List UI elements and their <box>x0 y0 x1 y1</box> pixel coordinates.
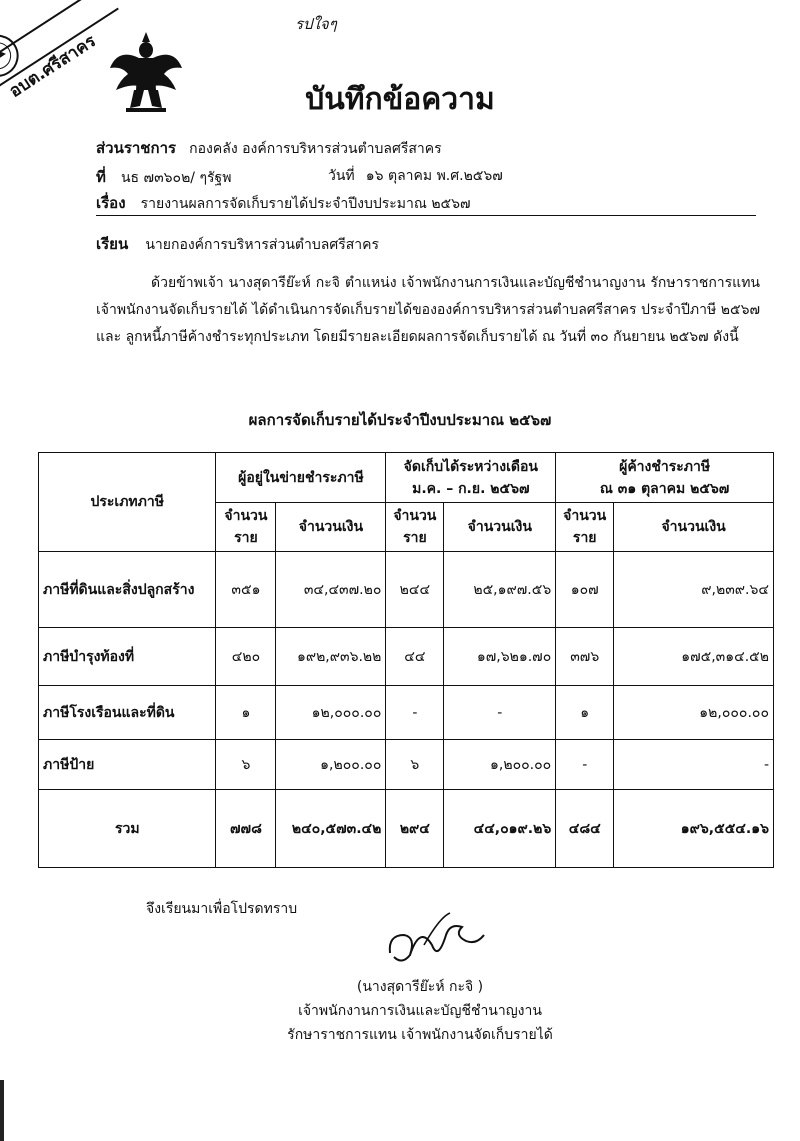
count-label: จำนวน <box>224 508 268 524</box>
total-amount-2: ๔๔,๐๑๙.๒๖ <box>444 790 556 868</box>
cell-amount-1: ๑๙๒,๙๓๖.๒๒ <box>276 628 386 686</box>
body-paragraph: ด้วยข้าพเจ้า นางสุดารีย๊ะห์ กะจิ ตำแหน่ง เจ้าพนักงานการเงินและบัญชีชำนาญงาน รักษาราชการแทนเจ้าพนักงานจัดเก็บรายได้ ได้ดำเนินการจัดเก็บรายได้ขององค์การบริหารส่วนตำบลศรีสาคร ประจำปีภาษี ๒๕๖๗ และ ลูกหนี้ภาษีค้างชำระทุกประเภท โดยมีรายละเอียดผลการจัดเก็บรายได้ ณ วันที่ ๓๐ กันยายน ๒๕๖๗ ดังนี้ <box>96 275 760 345</box>
cell-count-1: ๔๒๐ <box>216 628 276 686</box>
cell-amount-2: - <box>444 686 556 740</box>
count-unit-label: ราย <box>234 530 258 546</box>
addressee-value: นายกองค์การบริหารส่วนตำบลศรีสาคร <box>145 237 380 253</box>
agency-line <box>96 136 442 160</box>
cell-count-2: - <box>386 686 444 740</box>
addressee-label: เรียน <box>96 235 129 253</box>
cell-amount-3: ๑๒,๐๐๐.๐๐ <box>614 686 774 740</box>
stamp-text: อบต.ศรีสาคร <box>5 31 100 102</box>
row-tax-type: ภาษีบำรุงท้องที่ <box>39 628 216 686</box>
agency-label: ส่วนราชการ <box>96 139 177 157</box>
row-tax-type: ภาษีป้าย <box>39 740 216 790</box>
total-amount-3: ๑๙๖,๕๕๔.๑๖ <box>614 790 774 868</box>
header-outstanding-line2: ณ ๓๑ ตุลาคม ๒๕๖๗ <box>599 480 730 497</box>
subheader-amount-3: จำนวนเงิน <box>614 503 774 552</box>
cell-amount-3: ๑๗๕,๓๑๔.๕๒ <box>614 628 774 686</box>
cell-count-1: ๓๕๑ <box>216 552 276 628</box>
cell-count-3: ๑ <box>556 686 614 740</box>
table-title: ผลการจัดเก็บรายได้ประจำปีงบประมาณ ๒๕๖๗ <box>248 411 552 429</box>
header-tax-type: ประเภทภาษี <box>39 453 216 552</box>
subheader-count-2 <box>386 503 444 552</box>
cell-count-3: ๑๐๗ <box>556 552 614 628</box>
scan-edge-mark <box>0 1080 4 1141</box>
count-label: จำนวน <box>393 508 437 524</box>
subheader-amount-2: จำนวนเงิน <box>444 503 556 552</box>
cell-amount-3: - <box>614 740 774 790</box>
header-outstanding <box>556 453 774 503</box>
revenue-table <box>38 452 774 868</box>
reference-value: นธ ๗๓๖๐๒/ ๆรัฐพ <box>120 170 232 186</box>
cell-count-2: ๒๔๔ <box>386 552 444 628</box>
cell-count-3: - <box>556 740 614 790</box>
header-collected-line2: ม.ค. – ก.ย. ๒๕๖๗ <box>412 480 530 497</box>
cell-count-2: ๔๔ <box>386 628 444 686</box>
table-row <box>39 686 774 740</box>
header-divider <box>96 215 756 216</box>
date-value: ๑๖ ตุลาคม พ.ศ.๒๕๖๗ <box>365 168 503 184</box>
signatory-acting-position: รักษาราชการแทน เจ้าพนักงานจัดเก็บรายได้ <box>287 1027 553 1043</box>
total-count-3: ๔๘๔ <box>556 790 614 868</box>
subheader-amount-1: จำนวนเงิน <box>276 503 386 552</box>
row-tax-type: ภาษีที่ดินและสิ่งปลูกสร้าง <box>39 552 216 628</box>
table-row <box>39 740 774 790</box>
agency-value: กองคลัง องค์การบริหารส่วนตำบลศรีสาคร <box>189 141 442 157</box>
cell-amount-2: ๒๕,๑๙๗.๕๖ <box>444 552 556 628</box>
signatory-position: เจ้าพนักงานการเงินและบัญชีชำนาญงาน <box>298 1003 542 1019</box>
cell-amount-1: ๑,๒๐๐.๐๐ <box>276 740 386 790</box>
subject-label: เรื่อง <box>96 194 126 212</box>
total-label: รวม <box>39 790 216 868</box>
reference-label: ที่ <box>96 168 106 186</box>
total-count-2: ๒๙๔ <box>386 790 444 868</box>
cell-count-1: ๖ <box>216 740 276 790</box>
total-amount-1: ๒๔๐,๕๗๓.๔๒ <box>276 790 386 868</box>
cell-amount-1: ๑๒,๐๐๐.๐๐ <box>276 686 386 740</box>
cell-amount-2: ๑,๒๐๐.๐๐ <box>444 740 556 790</box>
handwritten-signature <box>380 905 490 975</box>
addressee-line <box>96 232 379 256</box>
count-label: จำนวน <box>563 508 607 524</box>
count-unit-label: ราย <box>572 530 597 546</box>
header-collected-line1: จัดเก็บได้ระหว่างเดือน <box>403 458 538 475</box>
closing-line: จึงเรียนมาเพื่อโปรดทราบ <box>146 901 298 917</box>
header-collected <box>386 453 556 503</box>
header-outstanding-line1: ผู้ค้างชำระภาษี <box>619 458 711 475</box>
cell-count-1: ๑ <box>216 686 276 740</box>
signatory-name: (นางสุดารีย๊ะห์ กะจิ ) <box>356 979 484 995</box>
cell-amount-2: ๑๗,๖๒๑.๗๐ <box>444 628 556 686</box>
date-line <box>328 165 503 187</box>
table-row <box>39 628 774 686</box>
handwritten-note: รปใจๆ <box>295 15 337 33</box>
cell-count-2: ๖ <box>386 740 444 790</box>
table-total-row <box>39 790 774 868</box>
subject-value: รายงานผลการจัดเก็บรายได้ประจำปีงบประมาณ ๒๕๖๗ <box>140 196 471 212</box>
subheader-count-1 <box>216 503 276 552</box>
total-count-1: ๗๗๘ <box>216 790 276 868</box>
subheader-count-3 <box>556 503 614 552</box>
cell-amount-3: ๙,๒๓๙.๖๔ <box>614 552 774 628</box>
document-title: บันทึกข้อความ <box>305 82 495 117</box>
date-label: วันที่ <box>328 168 355 184</box>
subject-line <box>96 191 471 215</box>
header-taxpayers: ผู้อยู่ในข่ายชำระภาษี <box>216 453 386 503</box>
cell-amount-1: ๓๔,๔๓๗.๒๐ <box>276 552 386 628</box>
row-tax-type: ภาษีโรงเรือนและที่ดิน <box>39 686 216 740</box>
count-unit-label: ราย <box>403 530 427 546</box>
cell-count-3: ๓๗๖ <box>556 628 614 686</box>
table-row <box>39 552 774 628</box>
table-header-row <box>39 453 774 503</box>
reference-line <box>96 165 231 189</box>
